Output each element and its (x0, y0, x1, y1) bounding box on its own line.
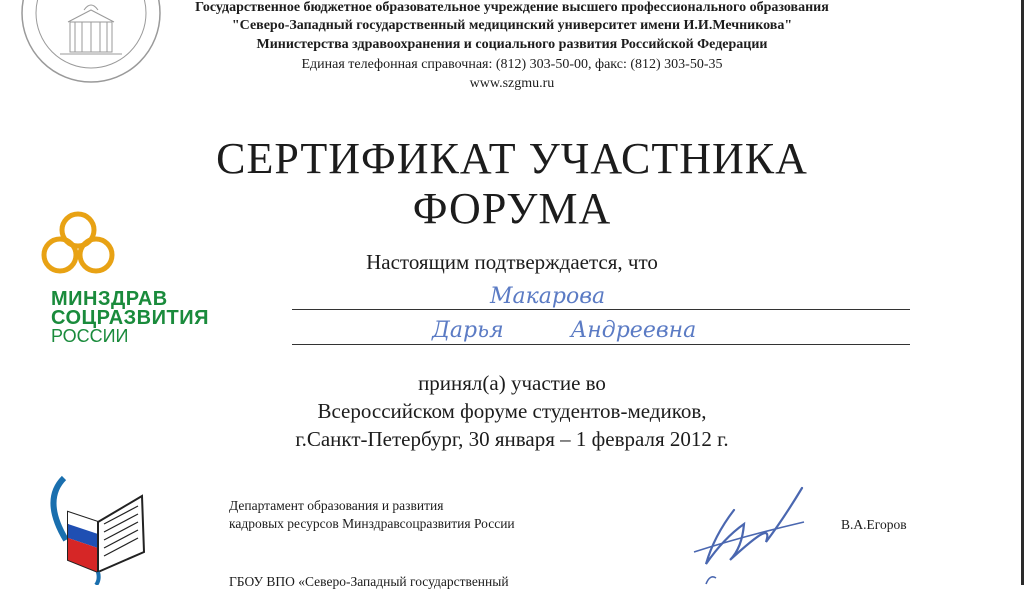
logo-text-minzdrav: МИНЗДРАВ (51, 288, 168, 310)
header-ministry: Министерства здравоохранения и социального развития Российской Федерации (256, 37, 768, 52)
logo-text-rossii: РОССИИ (51, 326, 129, 346)
department-line1: Департамент образования и развития (229, 498, 444, 513)
signature-graphic (684, 478, 814, 578)
logo-text-socrazvitiya: СОЦРАЗВИТИЯ (51, 307, 209, 329)
certificate-title-line2: ФОРУМА (412, 184, 612, 233)
confirm-text: Настоящим подтверждается, что (366, 250, 658, 274)
header-website: www.szgmu.ru (469, 76, 555, 91)
participation-line3: г.Санкт-Петербург, 30 января – 1 февраля 2012 г. (295, 427, 729, 451)
signer-name: В.А.Егоров (841, 517, 907, 532)
department-line2: кадровых ресурсов Минздравсоцразвития России (229, 516, 515, 531)
name-underline-2 (292, 344, 910, 345)
header-university-name: "Северо-Западный государственный медицинский университет имени И.И.Мечникова" (231, 18, 793, 33)
header-institution: Государственное бюджетное образовательное учреждение высшего профессионального образования (195, 0, 829, 15)
participation-line1: принял(а) участие во (418, 371, 606, 395)
name-underline-1 (292, 309, 910, 310)
minzdrav-logo-icon (38, 208, 118, 284)
participation-line2: Всероссийском форуме студентов-медиков, (317, 399, 707, 423)
second-signature-fragment (700, 572, 720, 585)
certificate-title-line1: СЕРТИФИКАТ УЧАСТНИКА (216, 134, 808, 183)
department-book-logo-icon (36, 468, 160, 585)
participant-surname: Макарова (490, 284, 606, 309)
participant-given-names: Дарья Андреевна (432, 318, 697, 343)
bottom-organization-line: ГБОУ ВПО «Северо-Западный государственный (229, 574, 509, 589)
header-phone: Единая телефонная справочная: (812) 303-50-00, факс: (812) 303-50-35 (301, 57, 723, 72)
